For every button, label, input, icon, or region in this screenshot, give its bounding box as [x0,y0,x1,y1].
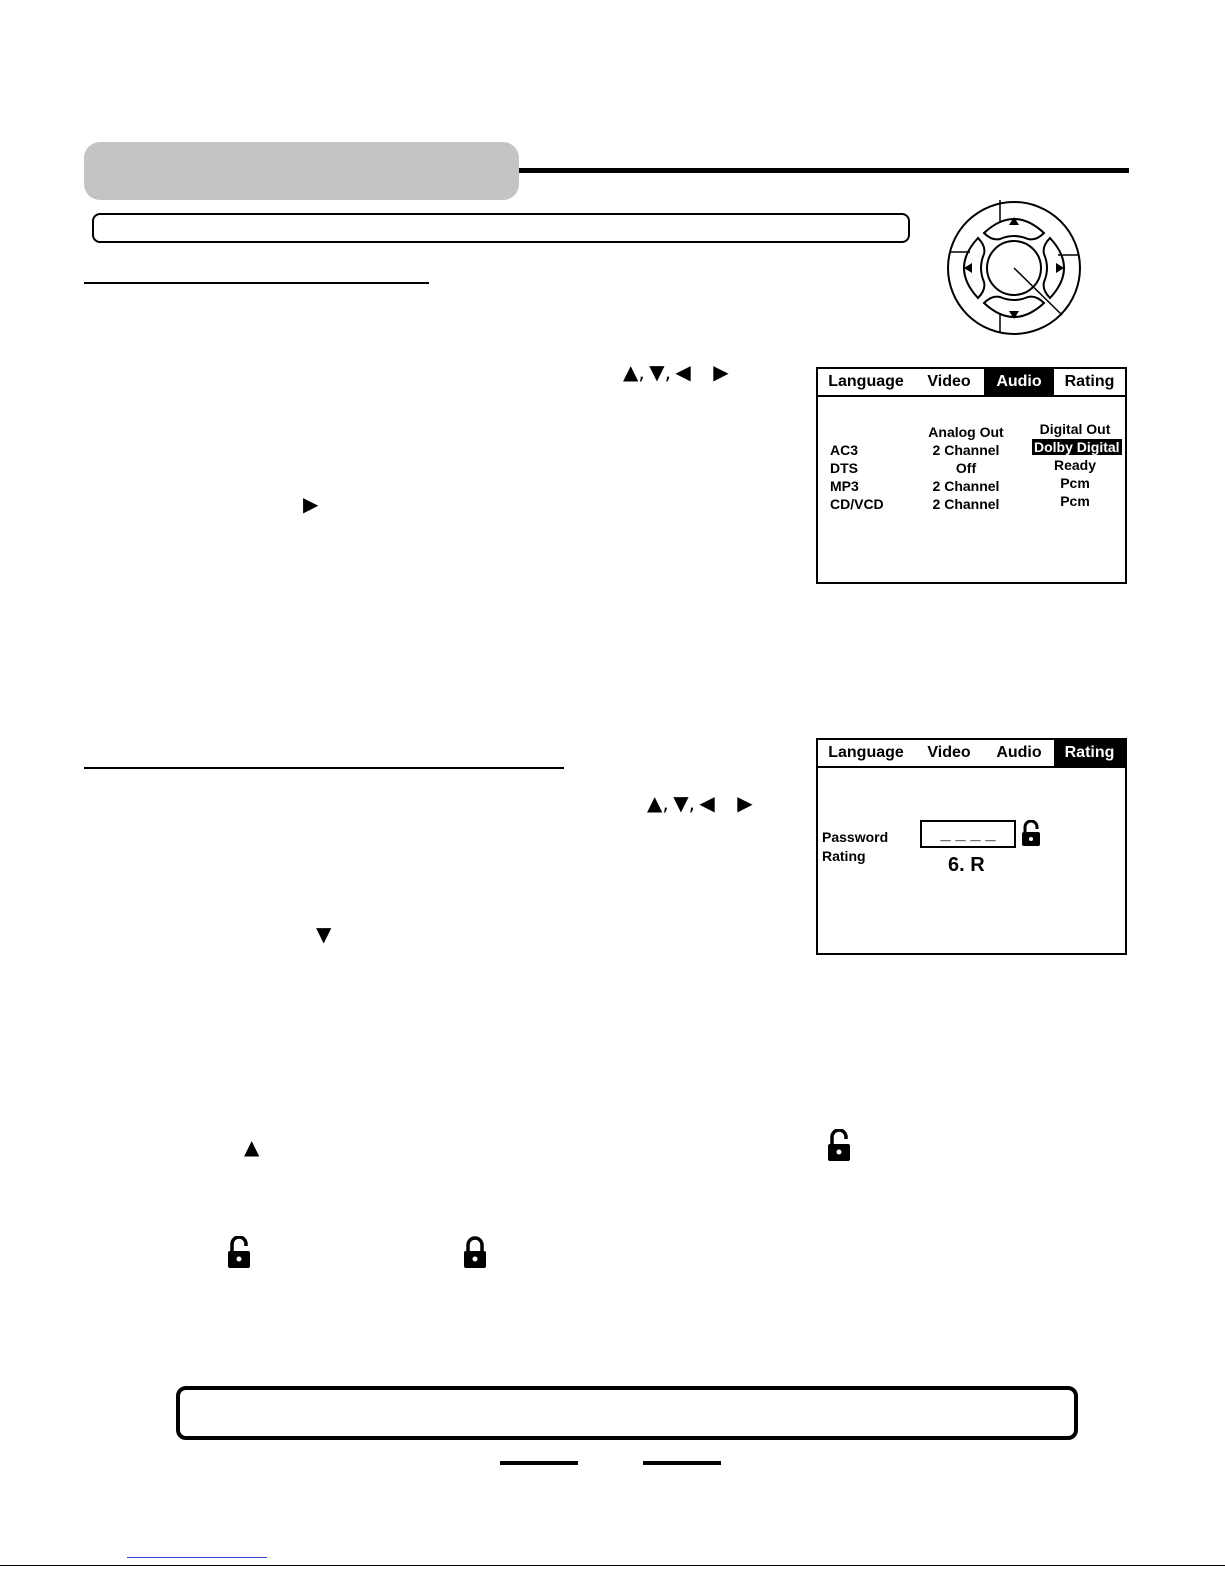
left-arrow-icon: ◀ [699,791,715,815]
tab-audio: Audio [984,369,1054,395]
page-number-dash-left [500,1461,578,1465]
unlock-icon [1020,820,1042,848]
arrow-keys-group: ▲, ▼, ◀ ▶ [647,791,753,815]
unlock-icon [226,1236,252,1270]
section-title-tab [84,142,519,200]
osd-tab-bar [818,369,1125,397]
password-field: _ _ _ _ [920,820,1016,848]
row-label: DTS [830,460,858,476]
lock-icon [462,1236,488,1270]
subtitle-box [92,213,910,243]
tab-language: Language [828,744,904,761]
row-label: AC3 [830,442,859,458]
analog-value: 2 Channel [932,478,1000,494]
rating-label: Rating [822,848,866,864]
audio-format-list [830,441,884,513]
arrow-keys-group: ▲, ▼, ◀ ▶ [623,360,729,384]
unlock-icon [826,1129,852,1163]
digital-out-column [1032,420,1118,510]
digital-value: Pcm [1060,493,1090,509]
tab-audio: Audio [996,744,1042,761]
up-arrow-icon: ▲ [647,791,663,815]
digital-value: Pcm [1060,475,1090,491]
tab-rating: Rating [1064,373,1115,390]
section-heading-underline [84,282,429,284]
down-arrow-icon: ▼ [316,922,332,946]
analog-value: 2 Channel [932,496,1000,512]
section-heading-underline [84,767,564,769]
digital-value: Ready [1053,457,1097,473]
analog-out-header: Analog Out [928,424,1004,440]
up-arrow-icon: ▲ [244,1135,260,1159]
right-arrow-icon: ▶ [737,791,753,815]
row-label: MP3 [830,478,859,494]
analog-value: 2 Channel [932,442,1000,458]
tab-video: Video [927,373,971,390]
digital-value-selected: Dolby Digital [1034,439,1120,455]
tab-rating: Rating [1054,740,1125,766]
footer-link[interactable] [127,1557,267,1558]
tab-video: Video [927,744,971,761]
audio-setup-screen [816,367,1127,584]
header-rule [519,168,1129,173]
down-arrow-icon: ▼ [673,791,689,815]
rating-setup-screen [816,738,1127,955]
page-number-dash-right [643,1461,721,1465]
row-label: CD/VCD [830,496,884,512]
osd-tab-bar [818,740,1125,768]
tab-language: Language [828,373,904,390]
footer-rule [0,1565,1225,1566]
rating-value: 6. R [948,854,985,876]
right-arrow-icon: ▶ [713,360,729,384]
down-arrow-icon: ▼ [649,360,665,384]
dpad-icon [940,195,1090,335]
password-label: Password [822,829,889,845]
note-box [176,1386,1078,1440]
analog-value: Off [955,460,977,476]
left-arrow-icon: ◀ [675,360,691,384]
right-arrow-icon: ▶ [303,492,319,516]
up-arrow-icon: ▲ [623,360,639,384]
analog-out-column [928,423,1004,513]
digital-out-header: Digital Out [1039,421,1111,437]
